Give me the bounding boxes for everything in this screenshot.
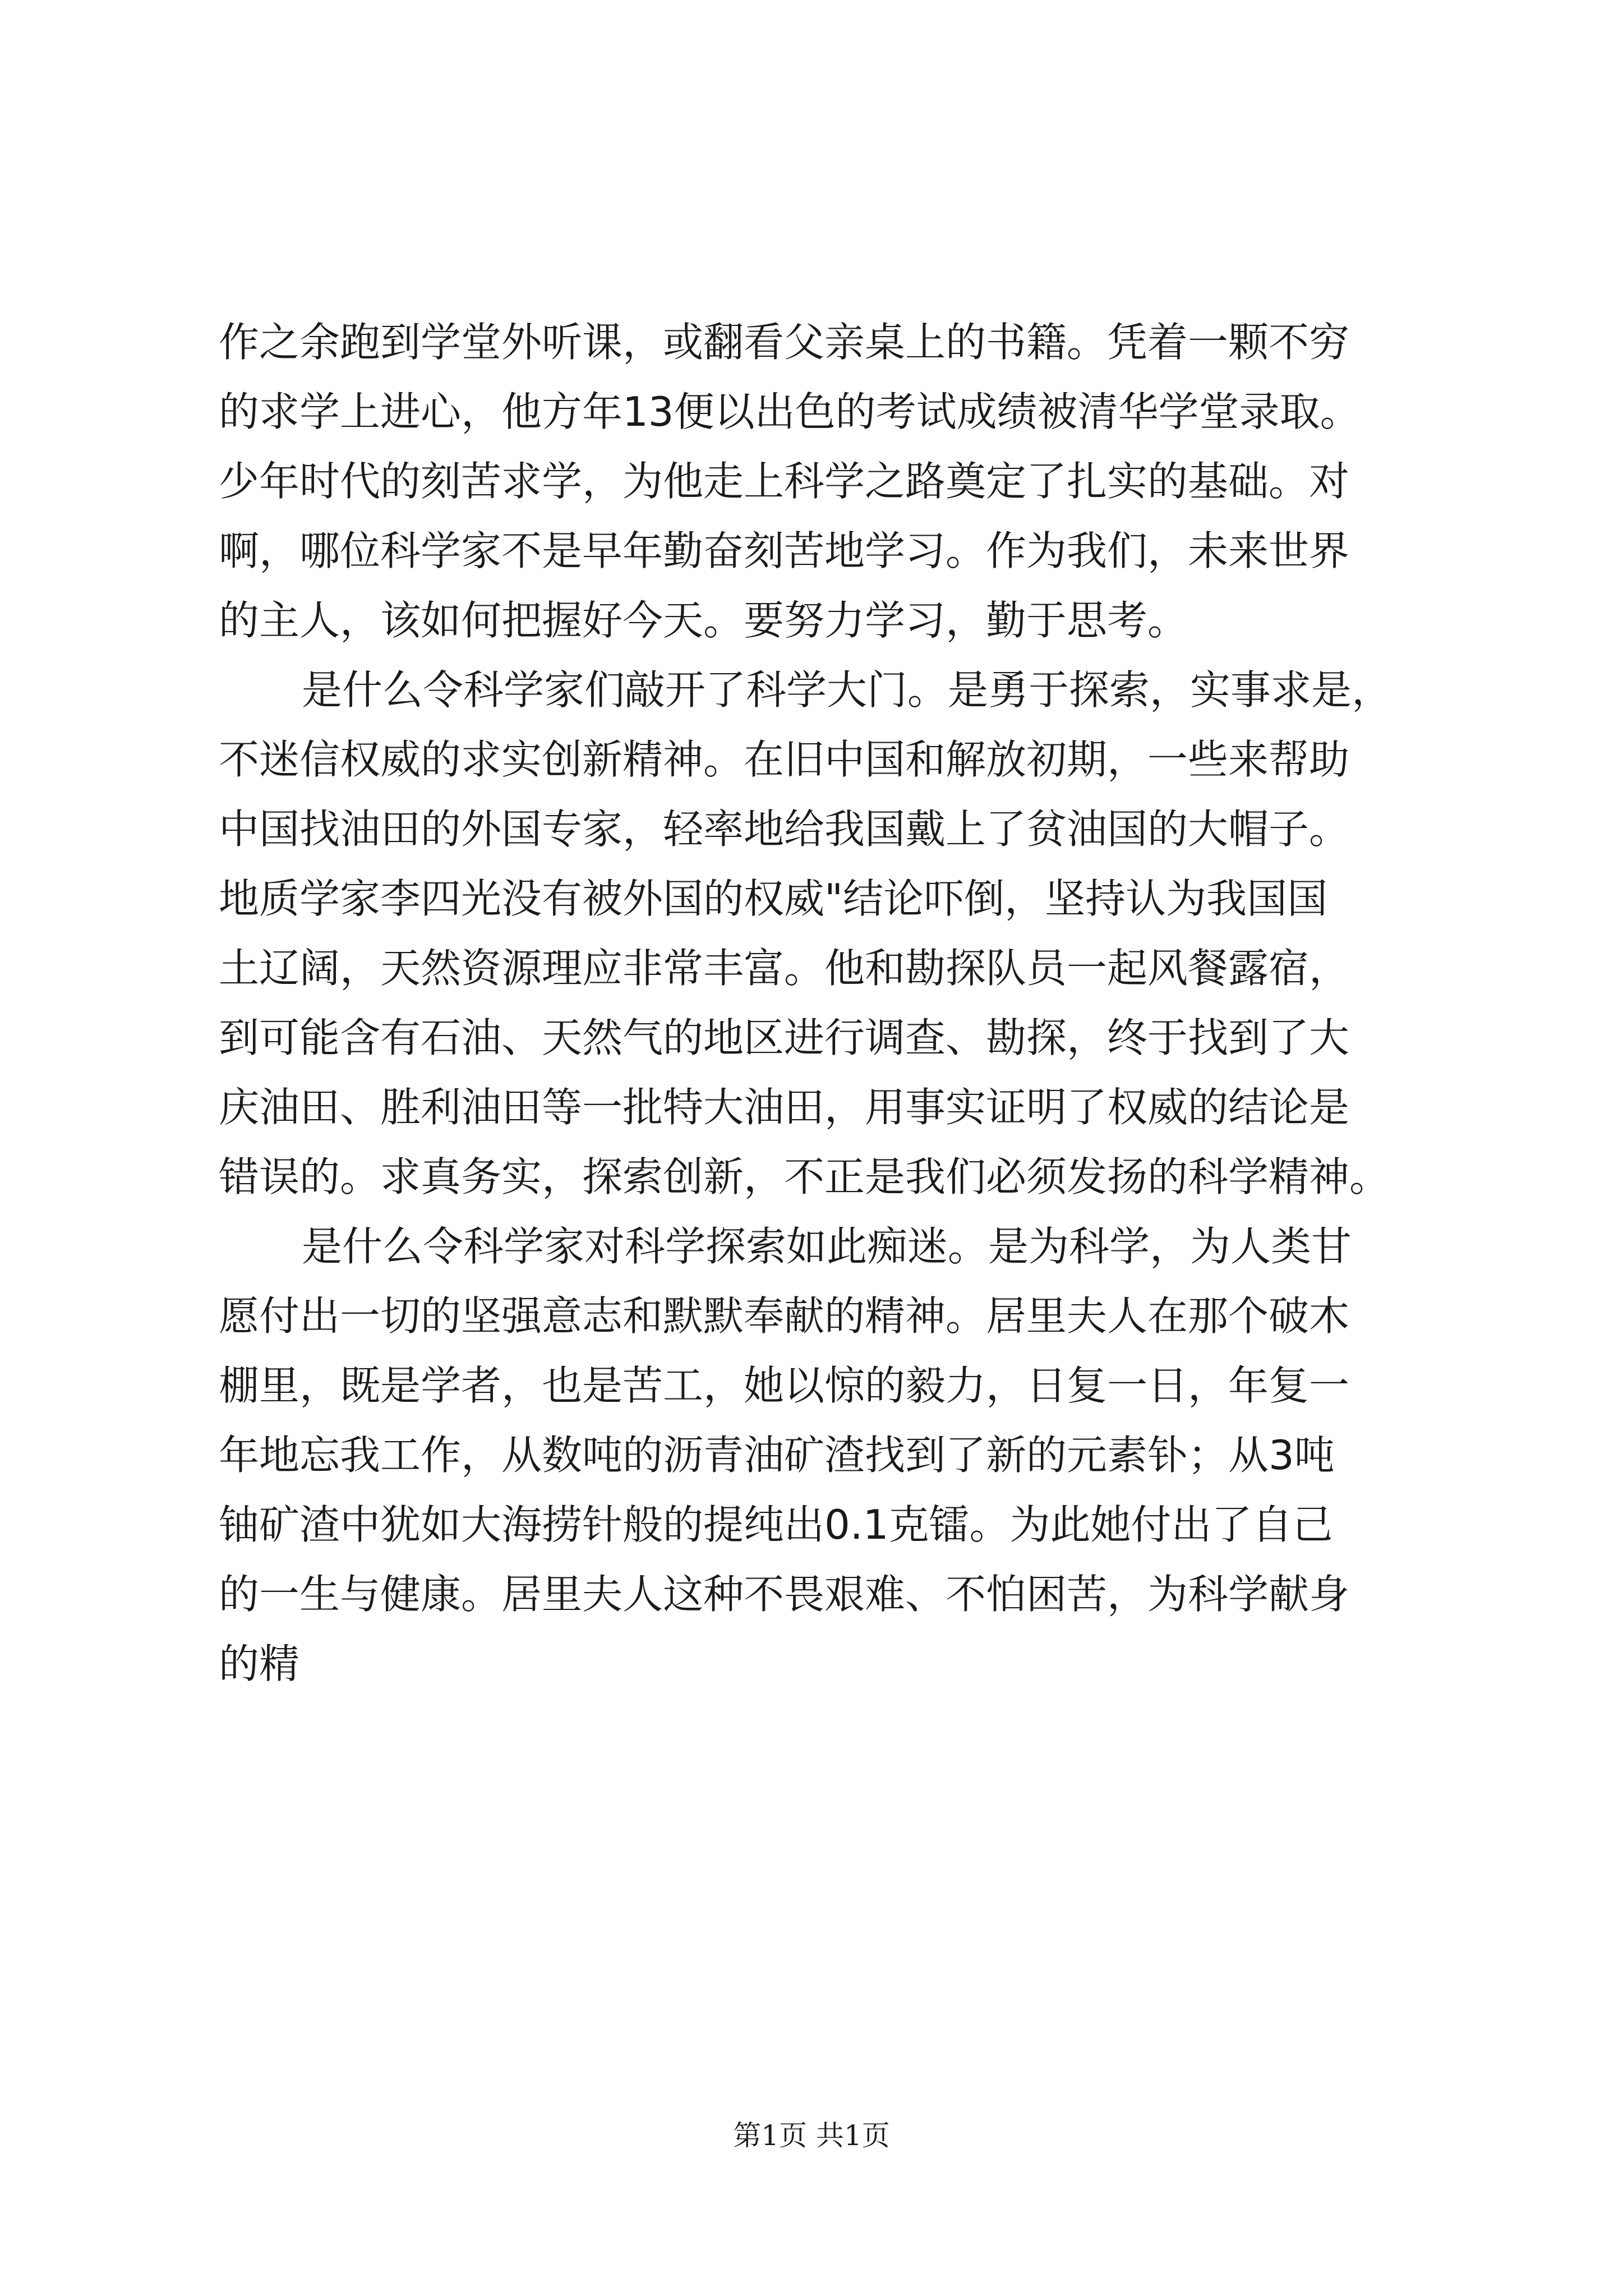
text-line: 中国找油田的外国专家，轻率地给我国戴上了贫油国的大帽子。 bbox=[219, 806, 1350, 853]
page-footer: 第1页 共1页 bbox=[733, 2119, 890, 2152]
text-line: 的求学上进心，他方年13便以出色的考试成绩被清华学堂录取。 bbox=[219, 388, 1361, 435]
text-line: 作之余跑到学堂外听课，或翻看父亲桌上的书籍。凭着一颗不穷 bbox=[219, 319, 1350, 366]
paragraph-first-line: 是什么令科学家对科学探索如此痴迷。是为科学，为人类甘 bbox=[302, 1223, 1352, 1270]
text-line: 年地忘我工作，从数吨的沥青油矿渣找到了新的元素钋；从3吨 bbox=[219, 1432, 1335, 1479]
text-line: 错误的。求真务实，探索创新，不正是我们必须发扬的科学精神。 bbox=[219, 1153, 1390, 1200]
text-line: 不迷信权威的求实创新精神。在旧中国和解放初期，一些来帮助 bbox=[219, 736, 1350, 783]
text-line: 的主人，该如何把握好今天。要努力学习，勤于思考。 bbox=[219, 597, 1188, 644]
text-line: 庆油田、胜利油田等一批特大油田，用事实证明了权威的结论是 bbox=[219, 1084, 1350, 1131]
text-line: 愿付出一切的坚强意志和默默奉献的精神。居里夫人在那个破木 bbox=[219, 1292, 1350, 1340]
text-line: 铀矿渣中犹如大海捞针般的提纯出0.1克镭。为此她付出了自己 bbox=[219, 1501, 1333, 1548]
text-line: 地质学家李四光没有被外国的权威"结论吓倒，坚持认为我国国 bbox=[219, 875, 1328, 922]
text-line: 到可能含有石油、天然气的地区进行调查、勘探，终于找到了大 bbox=[219, 1014, 1350, 1061]
text-line: 棚里，既是学者，也是苦工，她以惊的毅力，日复一日，年复一 bbox=[219, 1362, 1350, 1409]
text-line: 啊，哪位科学家不是早年勤奋刻苦地学习。作为我们，未来世界 bbox=[219, 527, 1350, 574]
text-line: 少年时代的刻苦求学，为他走上科学之路奠定了扎实的基础。对 bbox=[219, 458, 1350, 505]
text-line: 的一生与健康。居里夫人这种不畏艰难、不怕困苦，为科学献身 bbox=[219, 1571, 1350, 1618]
text-line: 的精 bbox=[219, 1640, 300, 1687]
paragraph-first-line: 是什么令科学家们敲开了科学大门。是勇于探索，实事求是， bbox=[302, 666, 1393, 714]
text-line: 土辽阔，天然资源理应非常丰富。他和勘探队员一起风餐露宿， bbox=[219, 945, 1350, 992]
